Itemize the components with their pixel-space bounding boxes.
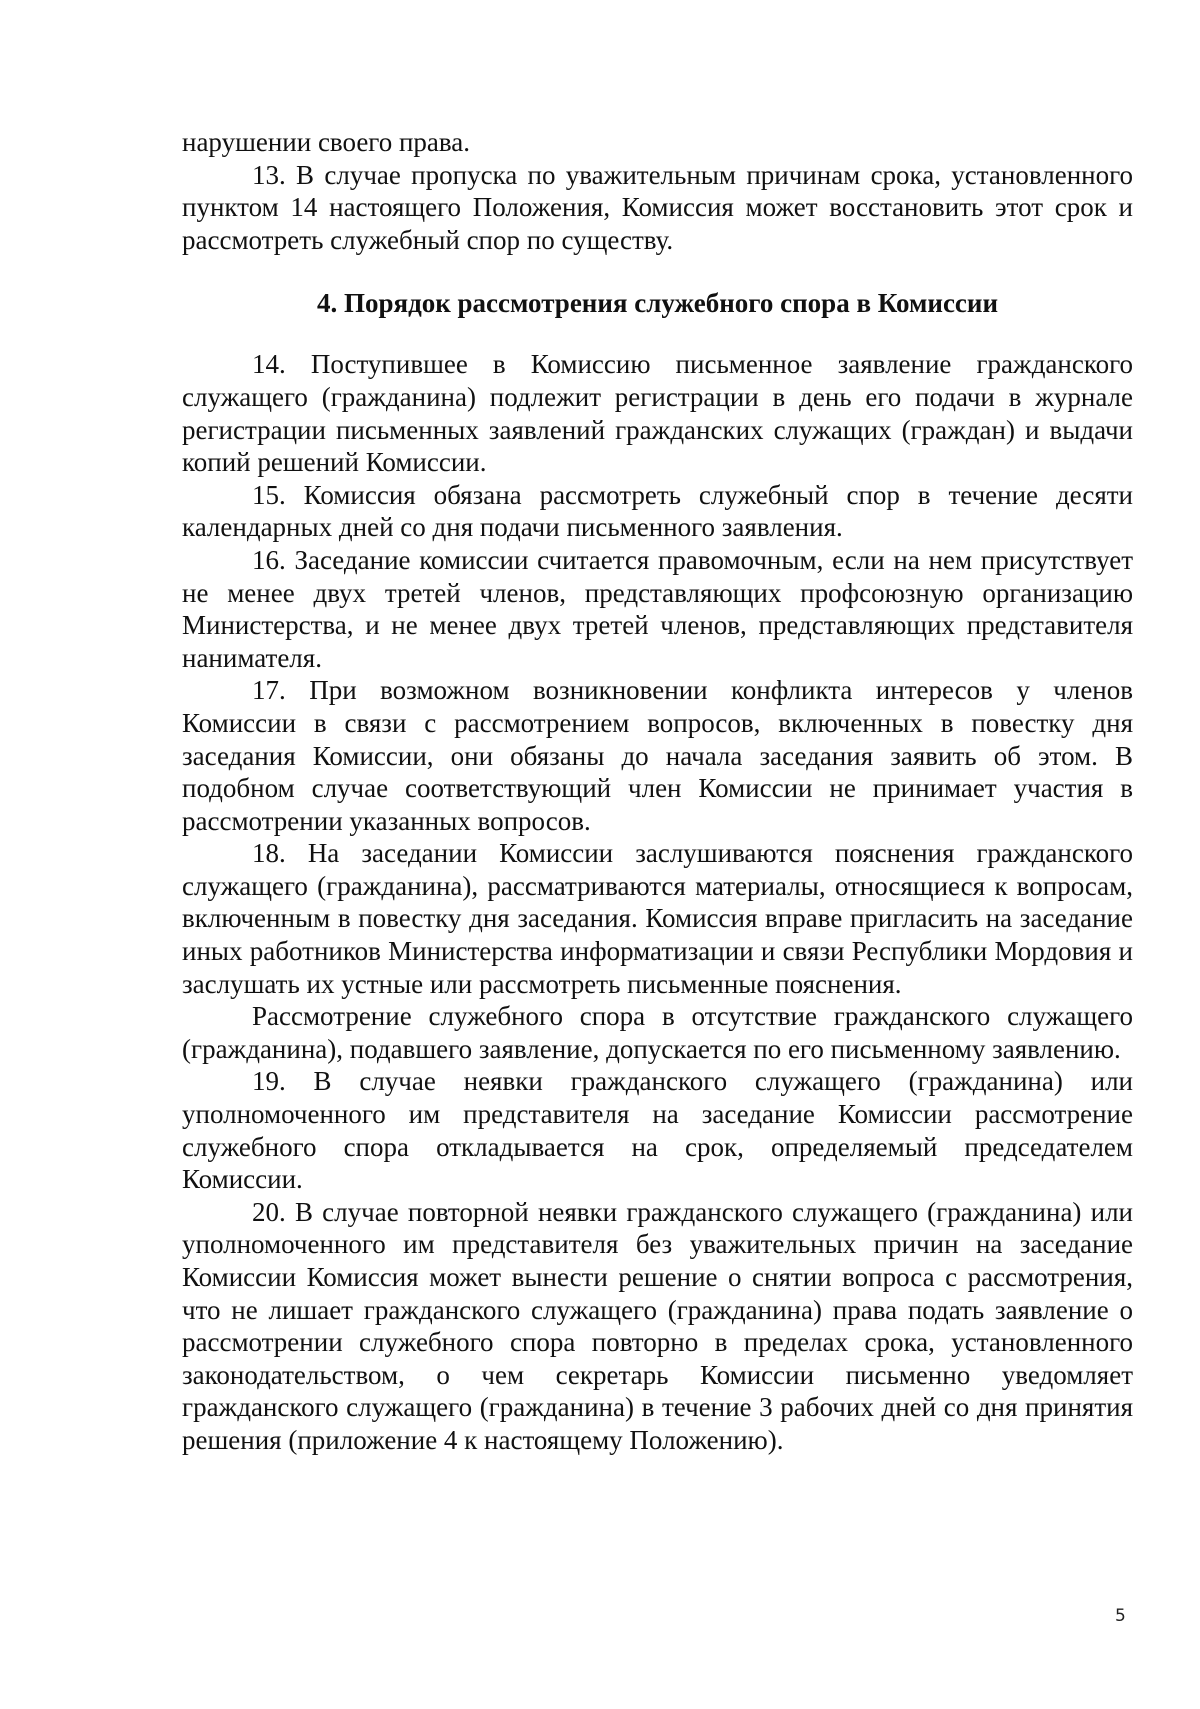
- paragraph-13: 13. В случае пропуска по уважительным причинам срока, установленного пунктом 14 настоящего Положения, Комиссия может восстановить этот срок и рассмотреть служебный спор по существу.: [182, 159, 1133, 255]
- section-heading: 4. Порядок рассмотрения служебного спора в Комиссии: [316, 288, 999, 319]
- document-body: [182, 126, 1133, 1457]
- paragraph-17: 17. При возможном возникновении конфликта интересов у членов Комиссии в связи с рассмотрением вопросов, включенных в повестку дня заседания Комиссии, они обязаны до начала заседания заявить об этом. В подобном случае соответствующий член Комиссии не принимает участия в рассмотрении указанных вопросов.: [182, 675, 1133, 836]
- paragraph-continuation: нарушении своего права.: [182, 127, 471, 157]
- page-number: 5: [1115, 1606, 1126, 1626]
- paragraph-16: 16. Заседание комиссии считается правомочным, если на нем присутствует не менее двух третей членов, представляющих профсоюзную организацию Министерства, и не менее двух третей членов, представляющих представителя нанимателя.: [182, 544, 1133, 673]
- paragraph-18-note: Рассмотрение служебного спора в отсутствие гражданского служащего (гражданина), подавшего заявление, допускается по его письменному заявлению.: [182, 1001, 1133, 1064]
- paragraph-14: 14. Поступившее в Комиссию письменное заявление гражданского служащего (гражданина) подлежит регистрации в день его подачи в журнале регистрации письменных заявлений гражданских служащих (граждан) и выдачи копий решений Комиссии.: [182, 349, 1133, 478]
- paragraph-15: 15. Комиссия обязана рассмотреть служебный спор в течение десяти календарных дней со дня подачи письменного заявления.: [182, 479, 1133, 543]
- paragraph-20: 20. В случае повторной неявки гражданского служащего (гражданина) или уполномоченного им представителя без уважительных причин на заседание Комиссии Комиссия может вынести решение о снятии вопроса с рассмотрения, что не лишает гражданского служащего (гражданина) права подать заявление о рассмотрении служебного спора повторно в пределах срока, установленного законодательством, о чем секретарь Комиссии письменно уведомляет гражданского служащего (гражданина) в течение 3 рабочих дней со дня принятия решения (приложение 4 к настоящему Положению).: [182, 1196, 1133, 1455]
- paragraph-19: 19. В случае неявки гражданского служащего (гражданина) или уполномоченного им представителя на заседание Комиссии рассмотрение служебного спора откладывается на срок, определяемый председателем Комиссии.: [182, 1066, 1133, 1195]
- paragraph-18: 18. На заседании Комиссии заслушиваются пояснения гражданского служащего (гражданина), рассматриваются материалы, относящиеся к вопросам, включенным в повестку дня заседания. Комиссия вправе пригласить на заседание иных работников Министерства информатизации и связи Республики Мордовия и заслушать их устные или рассмотреть письменные пояснения.: [182, 838, 1133, 999]
